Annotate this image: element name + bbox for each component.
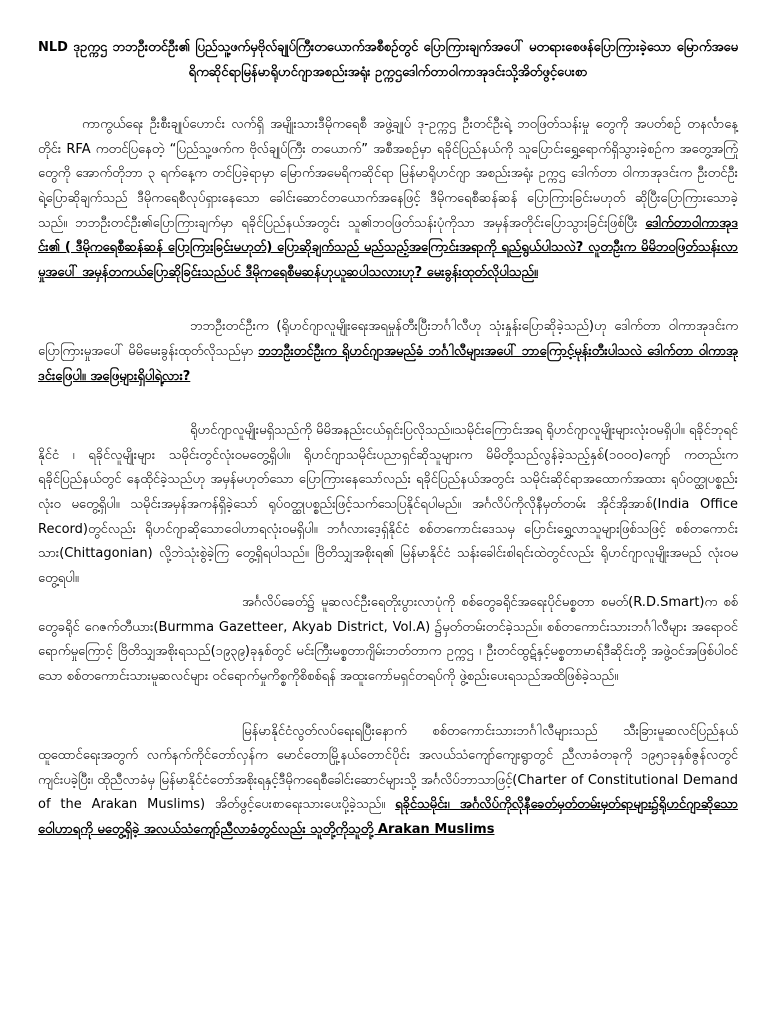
paragraph-intro-emphasis: ဒေါက်တာဝါကာအုဒင်း၏ ( ဒီမိုကရေစီဆန်ဆန် ပြောကြားခြင်းမဟုတ်) ပြောဆိုချက်သည် မည်သည့်အကြောင်းအရာကို ရည်ရွယ်ပါသလဲ? လူတဦးက မိမိဘဝဖြတ်သန်းလာမှုအပေါ် အမှန်တကယ်ပြောဆိုခြင်းသည်ပင် ဒီမိုကရေစီမဆန်ဟုယူဆပါသလားဟု? မေးခွန်းထုတ်လိုပါသည်။ (38, 215, 738, 280)
paragraph-independence-emphasis: ရခိုင်သမိုင်း၊ အင်္ဂလိပ်ကိုလိုနီခေတ်မှတ်တမ်းမှတ်ရာများ၌ရိုဟင်ဂျာဆိုသောဝေါဟာရကို မတွေ့ရှိခဲ့ အလယ်သံကျော်ညီလာခံတွင်လည်း သူတို့ကိုသူတို့ Arakan Muslims (38, 797, 738, 838)
paragraph-intro (38, 113, 738, 285)
paragraph-independence (38, 720, 738, 843)
paragraph-question-text: ဘဘဦးတင်ဦးက (ရိုဟင်ဂျာလူမျိုးရေးအရမှုန်တီးပြီးဘင်္ဂါလီဟု သုံးနှုန်းပြောဆိုခဲ့သည်)ဟု ဒေါက်တာ ဝါကာအုဒင်းက ပြောကြားမှုအပေါ် မိမိမေးခွန်းထုတ်လိုသည်မှာ (38, 319, 738, 359)
paragraph-question-emphasis: ဘဘဦးတင်ဦးက ရိုဟင်ဂျာအမည်ခံ ဘင်္ဂါလီများအပေါ် ဘာကြောင့်မုန်းတီးပါသလဲ ဒေါက်တာ ဝါကာအုဒင်းဖြေပါ။ အဖြေများရှိပါရဲ့လား? (38, 343, 738, 384)
paragraph-question (38, 315, 738, 389)
paragraph-history: ရိုဟင်ဂျာလူမျိုးမရှိသည်ကို မိမိအနည်းငယ်ရှင်းပြလိုသည်။သမိုင်းကြောင်းအရ ရိုဟင်ဂျာလူမျိုးများလုံးဝမရှိပါ။ ရခိုင်ဘုရင်နိုင်ငံ ၊ ရခိုင်လူမျိုးများ သမိုင်းတွင်လုံးဝမတွေ့ရှိပါ။ ရိုဟင်ဂျာသမိုင်းပညာရှင်ဆိုသူများက မိမိတို့သည်လွန်ခဲ့သည့်နှစ်(၁၀၀၀)ကျော် ကတည်းက ရခိုင်ပြည်နယ်တွင် နေထိုင်ခဲ့သည်ဟု အမှန်မဟုတ်သော ပြောကြားနေသော်လည်း ရခိုင်ပြည်နယ်အတွင်း သမိုင်းဆိုင်ရာအထောက်အထား ရုပ်ဝတ္ထုပစ္စည်းလုံးဝ မတွေ့ရှိပါ။ သမိုင်းအမှန်အကန်ရှိခဲ့သော် ရုပ်ဝတ္ထုပစ္စည်းဖြင့်သက်သေပြနိုင်ရပါမည်။ အင်္ဂလိပ်ကိုလိုနီမှတ်တမ်း အိုင်အိုအာစ်(India Office Record)တွင်လည်း ရိုဟင်ဂျာဆိုသောဝေါဟာရလုံးဝမရှိပါ။ ဘင်္ဂလားဒေ့ရှ်နိုင်ငံ စစ်တကောင်းဒေသမှ ပြောင်းရွှေ့လာသူများဖြစ်သဖြင့် စစ်တကောင်းသား(Chittagonian) လို့ဘဲသုံးစွဲခဲ့ကြ တွေ့ရှိရပါသည်။ ဗြိတိသျှအစိုးရ၏ မြန်မာနိုင်ငံ သန်းခေါင်းစါရင်းထဲတွင်လည်း ရိုဟင်ဂျာလူမျိုးအမည် လုံးဝမတွေ့ရပါ။ (38, 423, 738, 586)
paragraph-intro-text: ကာကွယ်ရေး ဦးစီးချုပ်ဟောင်း လက်ရှိ အမျိုးသားဒီမိုကရေစီ အဖွဲ့ချုပ် ဒု-ဥက္ကဌ ဦးတင်ဦးရဲ့ ဘဝဖြတ်သန်းမှု တွေကို အပတ်စဉ် တနင်္လာနေ့တိုင်း RFA ကတင်ပြနေတဲ့ “ပြည်သူ့ဖက်က ဗိုလ်ချုပ်ကြီး တယောက်” အစီအစဉ်မှာ ရခိုင်ပြည်နယ်ကို သူပြောင်းရွှေ့ရောက်ရှိသွားခဲ့စဉ်က အတွေ့အကြုံတွေကို အောက်တိုဘာ ၃ ရက်နေ့က တင်ပြခဲ့ရာမှာ မြောက်အမေရိကဆိုင်ရာ မြန်မာရိုဟင်ဂျာ အစည်းအရုံး ဥက္ကဌ ဒေါက်တာ ဝါကာအုဒင်းက ဦးတင်ဦး ရဲ့ပြောဆိုချက်သည် ဒီမိုကရေစီလုပ်ရှားနေသော ခေါင်းဆောင်တယောက်အနေဖြင့် ဒီမိုကရေစီဆန်ဆန် ပြောကြားခြင်းမဟုတ် ဆိုပြီးပြောကြားသောခဲ့သည်။ ဘဘဦးတင်ဦး၏ပြောကြားချက်မှာ ရခိုင်ပြည်နယ်အတွင်း သူ၏ဘဝဖြတ်သန်းပုံကိုသာ အမှန်အတိုင်းပြောသွားခြင်းဖြစ်ပြီး (38, 117, 738, 231)
paragraph-colonial: အင်္ဂလိပ်ခေတ်၌ မူဆလင်ဦးရေတိုးပွားလာပုံကို စစ်တွေခရိုင်အရေးပိုင်မစ္စတာ စမတ်(R.D.Smart)က စစ်တွေခရိုင် ဂေဇက်တီယား(Burmma Gazetteer, Akyab District, Vol.A) ၌မှတ်တမ်းတင်ခဲ့သည်။ စစ်တကောင်းသားဘင်္ဂါလီများ အရောဝင်ရောက်မှုကြောင့် ဗြိတိသျှအစိုးရသည်(၁၉၃၉)ခုနှစ်တွင် မင်းကြီးမစ္စတာဂျိမ်းဘတ်တာက ဥက္ကဌ ၊ ဦးတင်ထွဋ်နှင့်မစ္စတာမာရ်ဒီဆိုင်းတို့ အဖွဲ့ဝင်အဖြစ်ပါဝင်သော စစ်တကောင်းသားမူဆလင်များ ဝင်ရောက်မှုကိစ္စကိုစိစစ်ရန် အထူးကော်မရှင်တရပ်ကို ဖွဲ့စည်းပေးရသည်အထိဖြစ်ခဲ့သည်။ (38, 595, 738, 685)
letter-title: NLD ဒုဥက္ကဌ ဘဘဦးတင်ဦး၏ ပြည်သူ့ဖက်မှဗိုလ်ချုပ်ကြီးတယောက်အစီစဉ်တွင် ပြောကြားချက်အပေါ် မတရားစေဖန်ပြောကြားခဲ့သော မြောက်အမေရိကဆိုင်ရာမြန်မာရိုဟင်ဂျာအစည်းအရုံး ဥက္ကဌဒေါက်တာဝါကာအုဒင်းသို့အိတ်ဖွင့်ပေးစာ (38, 40, 738, 80)
paragraph-independence-text: မြန်မာနိုင်ငံလွတ်လပ်ရေးရပြီးနောက် စစ်တကောင်းသားဘင်္ဂါလီများသည် သီးခြားမူဆလင်ပြည်နယ် ထူထောင်ရေးအတွက် လက်နက်ကိုင်တော်လှန်က မောင်တောမြို့နယ်တောင်ပိုင်း အလယ်သံကျော်ကျေးရွာတွင် ညီလာခံတခုကို ၁၉၅၁ခုနှစ်ဇွန်လတွင်ကျင်းပခဲ့ပြီး၊ ထိုညီလာခံမှ မြန်မာနိုင်ငံတော်အစိုးရနှင့်ဒီမိုကရေစီခေါင်းဆောင်များသို့ အင်္ဂလိပ်ဘာသာဖြင့်(Charter of Constitutional Demand of the Arakan Muslims) အိတ်ဖွင့်ပေးစာရေးသားပေးပို့ခဲ့သည်။ (38, 723, 738, 813)
